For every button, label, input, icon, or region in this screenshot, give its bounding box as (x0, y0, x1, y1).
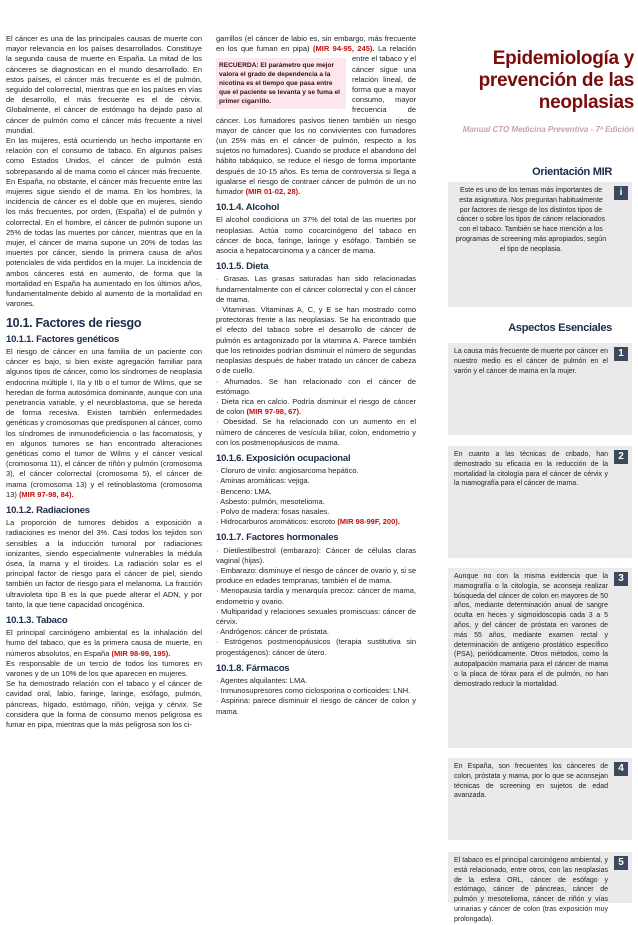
paragraph: Es responsable de un tercio de todos los tumores en varones y de un 10% de los que aparecen en mujeres. (6, 658, 202, 678)
aspecto-item-2 (448, 446, 632, 558)
aspecto-text: En cuanto a las técnicas de cribado, han demostrado su eficacia en la reducción de la mortalidad la citología para el cáncer de cérvix y la mamografía para el cáncer de mama. (454, 451, 608, 488)
chapter-title-line: Epidemiología y (492, 48, 634, 69)
aspecto-item-4 (448, 758, 632, 840)
list-item: · Obesidad. Se ha relacionado con un aumento en el número de cánceres de vesícula biliar, colon, endometrio y con los postmenopáusicos de mama. (216, 417, 416, 447)
paragraph-text: La relación entre el tabaco y el cáncer sigue una relación lineal, de forma que a mayor consumo, mayor frecuencia de cáncer. Los fumadores pasivos tienen también un riesgo mayor de cáncer que los no convivientes con fumadores (un 25% más en el cáncer de pulmón, respecto a los sujetos no fumadores). Cuando se produce el abandono del hábito tabáquico, se reduce el riesgo de forma importante después de 10-15 años. Es tema de controversia si llega a igualarse el riesgo de contraer cáncer de pulmón de un no fumador (216, 44, 416, 197)
mir-reference: (MIR 94-95, 245). (312, 44, 375, 54)
paragraph: Se ha demostrado relación con el tabaco y el cáncer de cavidad oral, labio, faringe, laringe, esófago, pulmón, páncreas, hígado, estómago, riñón, vejiga y cérvix. Se considera que la forma de consumo menos peligrosa es fumar en pipa, mientras que la más peligrosa son los ci- (6, 679, 202, 729)
mir-reference: (MIR 98-99F, 200). (337, 517, 400, 527)
aspecto-text: El tabaco es el principal carcinógeno ambiental, y está relacionado, entre otros, con las neoplasias de la esfera ORL, cáncer de esófago y estómago, cáncer de páncreas, cáncer de pulmón y mesotelioma, cáncer de riñón y vías urinarias y cáncer de colon (tras exposición muy prolongada). (454, 857, 608, 923)
subsection-heading: 10.1.5. Dieta (216, 261, 269, 273)
aspecto-item-1 (448, 343, 632, 435)
list-item: · Vitaminas. Vitaminas A, C, y E se han mostrado como protectoras frente a las neoplasias. Se ha encontrado que el efecto del tabaco sobre el desarrollo de cáncer de pulmón es antagonizado por la vitamina A. Parece también que los retinoides podrían disminuir el número de segundas neoplasias después de haber tratado un cáncer de cabeza o de cuello. (216, 305, 416, 376)
manual-subtitle: Manual CTO Medicina Preventiva - 7ª Edición (462, 125, 634, 134)
list-item (216, 397, 416, 417)
aspecto-number: 1 (614, 347, 628, 361)
paragraph-text: El principal carcinógeno ambiental es la inhalación del humo del tabaco, que es la primera causa de muerte, en números absolutos, en España (6, 628, 202, 658)
aspecto-text: En España, son frecuentes los cánceres de colon, próstata y mama, por lo que se aconsejan técnicas de screening en sujetos de edad avanzada. (454, 763, 608, 800)
list-item: · Dietilestilbestrol (embarazo): Cáncer de células claras vaginal (hijas). (216, 545, 416, 565)
list-item-text: · Hidrocarburos aromáticos: escroto (216, 517, 336, 527)
aspecto-number: 5 (614, 856, 628, 870)
paragraph: La proporción de tumores debidos a exposición a radiaciones es menor del 3%. Casi todos los tejidos son sensibles a la inducción tumoral por radiaciones ionizantes, siendo especialmente vulnerables la médula ósea, la mama y el tiroides. La radiación solar es el principal factor de riesgo para el cáncer de piel, siendo también un factor de riesgo para el melanoma. La fracción ultravioleta tipo B es la que puede alterar el ADN, y por tanto, la que tiene capacidad oncogénica. (6, 518, 202, 609)
list-item: · Aminas aromáticas: vejiga. (216, 476, 310, 486)
list-item: · Aspirina: parece disminuir el riesgo de cáncer de colon y mama. (216, 696, 416, 716)
list-item (216, 517, 416, 527)
mir-reference: (MIR 97-98, 84). (18, 489, 74, 499)
paragraph-text: El riesgo de cáncer en una familia de un paciente con cáncer es bajo, si bien existe agregación familiar para algunos tipos de cáncer, como los síndromes de neoplasia endocrina múltiple I, IIa y IIb o el tumor de Wilms, que se heredan de forma autosómica dominante, aunque con una penetrancia variable, y el neuroblastoma, que se hereda de forma recesiva. Existen también enfermedades genéticas y cromosomas que predisponen al cáncer, como los síndromes de inmunodeficiencia o las facomatosis, y en algunos tumores se han encontrado alteraciones genéticas como el tumor de Wilms y el cáncer vesical (cromosoma 11), el cáncer de riñón y pulmón (cromosoma 3), el cáncer colorrectal (cromosoma 5), el cáncer de mama (cromosoma 13) y el retinoblastoma (cromosoma 13) (6, 346, 202, 499)
orientacion-heading: Orientación MIR (532, 166, 612, 178)
orientacion-panel (448, 182, 632, 307)
paragraph: En las mujeres, está ocurriendo un hecho importante en relación con el consumo de tabaco. En algunos países como Estados Unidos, el cáncer de pulmón está sobrepasando al de mama como el cáncer más frecuente. En España, no obstante, el cáncer más frecuente entre las mujeres sigue siendo el de mama. En los hombres, la incidencia de cáncer es el doble que en mujeres, siendo los más frecuentes, por orden, (España) el de pulmón y colorrectal. En el hombre, el cáncer de pulmón supone un 25% de todas las muertes por cáncer, mientras que en la mujer, el cáncer de mama supone un 20% de todas las muertes por cáncer, siendo la primera causa de años potenciales de vida perdidos en la mujer. La incidencia de ambos cánceres está en aumento, de forma que la mortalidad en España ha aumentado en los últimos años, fundamentalmente debido al aumento de la mortalidad en varones. (6, 136, 202, 309)
aspecto-item-3 (448, 568, 632, 748)
aspecto-number: 4 (614, 762, 628, 776)
list-item: · Menopausia tardía y menarquía precoz: cáncer de mama, endometrio y ovario. (216, 586, 416, 606)
subsection-heading: 10.1.1. Factores genéticos (6, 333, 120, 345)
aspecto-number: 2 (614, 450, 628, 464)
section-heading: 10.1. Factores de riesgo (6, 316, 142, 331)
aspecto-item-5 (448, 852, 632, 923)
paragraph: El cáncer es una de las principales causas de muerte con mayor relevancia en los países desarrollados. Constituye la segunda causa de muerte en España. La mitad de los cánceres se diagnostican en el mundo desarrollado. En estos países, el cáncer más frecuente es el de pulmón, seguido del colorrectal, mientras que en los países en vías de desarrollo, el más frecuente es el de cérvix. Globalmente, el cáncer de estómago ha dejado paso al cáncer de pulmón como el cáncer más frecuente a nivel mundial. (6, 34, 202, 135)
list-item: · Agentes alquilantes: LMA. (216, 675, 308, 685)
list-item: · Andrógenos: cáncer de próstata. (216, 627, 329, 637)
aspecto-text: La causa más frecuente de muerte por cáncer en nuestro medio es el cáncer de pulmón en el varón y el cáncer de mama en la mujer. (454, 348, 608, 375)
mir-reference: (MIR 97-98, 67). (246, 407, 302, 417)
info-icon: i (614, 186, 628, 200)
list-item: · Estrógenos postmenopáusicos (terapia sustitutiva sin progestágenos): cáncer de útero. (216, 637, 416, 657)
chapter-title-line: prevención de las (478, 70, 634, 91)
list-item: · Embarazo: disminuye el riesgo de cáncer de ovario y, si se produce en edades tempranas, también el de mama. (216, 565, 416, 586)
list-item: · Cloruro de vinilo: angiosarcoma hepático. (216, 466, 359, 476)
aspecto-text: Aunque no con la misma evidencia que la mamografía o la citología, se aconseja realizar búsqueda del cáncer de colon en mayores de 50 años, mediante determinación anual de sangre oculta en heces y sigmoidoscopia cada 3 a 5 años, y del cáncer de próstata en varones de más 55 años, mediante examen rectal y determinación de antígeno prostático específico (PSA), periódicamente. Otros métodos, como la autopalpación mamaria para el cáncer de mama o la placa de tórax para el de pulmón, no han demostrado reducir la mortalidad. (454, 573, 608, 688)
paragraph: El alcohol condiciona un 37% del total de las muertes por neoplasias. Actúa como cocarcinógeno del tabaco en cáncer de boca, faringe, laringe y esófago. También se asocia a hepatocarcinoma y a cáncer de mama. (216, 215, 416, 256)
chapter-title-line: neoplasias (538, 92, 634, 113)
list-item: · Polvo de madera: fosas nasales. (216, 506, 330, 516)
list-item-text: · Dieta rica en calcio. Podría disminuir el riesgo de cáncer de colon (216, 396, 416, 417)
paragraph (6, 628, 202, 659)
aspecto-number: 3 (614, 572, 628, 586)
paragraph (216, 34, 416, 197)
text-column-1 (6, 34, 202, 730)
subsection-heading: 10.1.4. Alcohol (216, 202, 280, 214)
list-item: · Inmunosupresores como ciclosporina o corticoides: LNH. (216, 686, 411, 696)
list-item: · Grasas. Las grasas saturadas han sido relacionadas fundamentalmente con el cáncer colorrectal y con el cáncer de mama. (216, 274, 416, 304)
subsection-heading: 10.1.8. Fármacos (216, 662, 290, 674)
list-item: · Ahumados. Se han relacionado con el cáncer de estómago. (216, 376, 416, 396)
subsection-heading: 10.1.6. Exposición ocupacional (216, 452, 351, 464)
paragraph-text: garrillos (el cáncer de labio es, sin embargo, más frecuente en los que fuman en pipa) (216, 34, 416, 54)
text-column-2 (216, 34, 416, 717)
recuerda-box: RECUERDA: El parámetro que mejor valora el grado de dependencia a la nicotina es el tiempo que pasa entre que el paciente se levanta y se fuma el primer cigarrillo. (216, 58, 346, 109)
list-item: · Asbesto: pulmón, mesotelioma. (216, 496, 325, 506)
mir-reference: (MIR 01-02, 28). (245, 187, 301, 197)
paragraph (6, 347, 202, 500)
list-item: · Benceno: LMA. (216, 486, 272, 496)
mir-reference: (MIR 98-99, 195). (111, 648, 171, 658)
list-item: · Multiparidad y relaciones sexuales promiscuas: cáncer de cérvix. (216, 606, 416, 626)
chapter-title (426, 48, 634, 114)
subsection-heading: 10.1.7. Factores hormonales (216, 532, 339, 544)
subsection-heading: 10.1.2. Radiaciones (6, 504, 90, 516)
orientacion-text: Este es uno de los temas más importantes de esta asignatura. Nos preguntan habitualmente por factores de riesgo de los distintos tipos de cáncer o sobre los tipos de cáncer relacionados con el tabaco. También se hace mención a los programas de screening más apropiados, según el tipo de neoplasia. (455, 187, 607, 253)
subsection-heading: 10.1.3. Tabaco (6, 614, 68, 626)
aspectos-heading: Aspectos Esenciales (508, 322, 612, 334)
